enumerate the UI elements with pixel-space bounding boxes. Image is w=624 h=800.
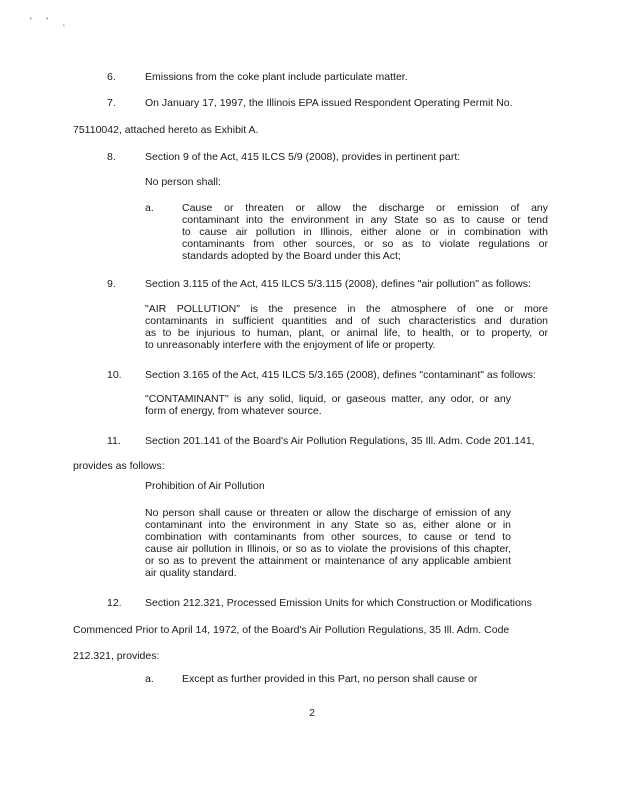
paragraph-8-item-label: a. — [145, 202, 154, 214]
text-line: contaminants from other sources, or so as to violate regulations or — [182, 238, 548, 250]
paragraph-12-item-label: a. — [145, 673, 154, 685]
text-line: to cause air pollution in Illinois, either alone or in combination with — [182, 226, 548, 238]
paragraph-8-intro: No person shall: — [145, 176, 221, 188]
text-line: air quality standard. — [145, 567, 237, 579]
text-line: "CONTAMINANT" is any solid, liquid, or gaseous matter, any odor, or any — [145, 393, 511, 405]
paragraph-11-number: 11. — [107, 435, 121, 447]
text-line: contaminant into the environment in any State so as, either alone or in — [145, 519, 511, 531]
paragraph-10-number: 10. — [107, 369, 122, 381]
text-line: cause air pollution in Illinois, or so as to violate the provisions of this chapter, — [145, 543, 511, 555]
text-line: contaminants in sufficient quantities and of such characteristics and duration — [145, 315, 548, 327]
text-line: standards adopted by the Board under this Act; — [182, 250, 401, 262]
paragraph-11-quote — [145, 507, 511, 579]
paragraph-11-line-2: provides as follows: — [73, 460, 165, 472]
paragraph-8-number: 8. — [107, 151, 116, 163]
paragraph-7-line-2: 75110042, attached hereto as Exhibit A. — [73, 124, 259, 136]
paragraph-12-number: 12. — [107, 597, 122, 609]
text-line: or so as to prevent the attainment or maintenance of any applicable ambient — [145, 555, 511, 567]
paragraph-12-line-1: Section 212.321, Processed Emission Units for which Construction or Modifications — [145, 597, 532, 609]
paragraph-9-number: 9. — [107, 278, 116, 290]
paragraph-6-text: Emissions from the coke plant include particulate matter. — [145, 71, 408, 83]
paragraph-9-text: Section 3.115 of the Act, 415 ILCS 5/3.115 (2008), defines "air pollution" as follows: — [145, 278, 531, 290]
page-number: 2 — [309, 707, 315, 719]
paragraph-7-number: 7. — [107, 97, 116, 109]
text-line: No person shall cause or threaten or allow the discharge of emission of any — [145, 507, 511, 519]
paragraph-12-line-3: 212.321, provides: — [73, 650, 160, 662]
paragraph-6-number: 6. — [107, 71, 116, 83]
paragraph-11-line-1: Section 201.141 of the Board's Air Pollution Regulations, 35 Ill. Adm. Code 201.141, — [145, 435, 535, 447]
text-line: combination with contaminants from other sources, to cause or tend to — [145, 531, 511, 543]
paragraph-8-item-text — [182, 202, 548, 262]
paragraph-12-line-2: Commenced Prior to April 14, 1972, of the Board's Air Pollution Regulations, 35 Ill. Adm. Code — [73, 624, 510, 636]
paragraph-7-line-1: On January 17, 1997, the Illinois EPA issued Respondent Operating Permit No. — [145, 97, 513, 109]
paragraph-8-text: Section 9 of the Act, 415 ILCS 5/9 (2008), provides in pertinent part: — [145, 151, 461, 163]
scan-marks: ' ' ˎ — [30, 16, 72, 26]
text-line: form of energy, from whatever source. — [145, 405, 322, 417]
paragraph-10-text: Section 3.165 of the Act, 415 ILCS 5/3.165 (2008), defines "contaminant" as follows: — [145, 369, 536, 381]
text-line: contaminant into the environment in any State so as to cause or tend — [182, 214, 548, 226]
text-line: to unreasonably interfere with the enjoyment of life or property. — [145, 339, 436, 351]
paragraph-10-quote — [145, 393, 511, 417]
paragraph-11-heading: Prohibition of Air Pollution — [145, 480, 265, 492]
text-line: Cause or threaten or allow the discharge or emission of any — [182, 202, 548, 214]
paragraph-9-quote — [145, 303, 548, 351]
text-line: "AIR POLLUTION" is the presence in the atmosphere of one or more — [145, 303, 548, 315]
paragraph-12-item-text: Except as further provided in this Part, no person shall cause or — [182, 673, 478, 685]
text-line: as to be injurious to human, plant, or animal life, to health, or to property, or — [145, 327, 548, 339]
